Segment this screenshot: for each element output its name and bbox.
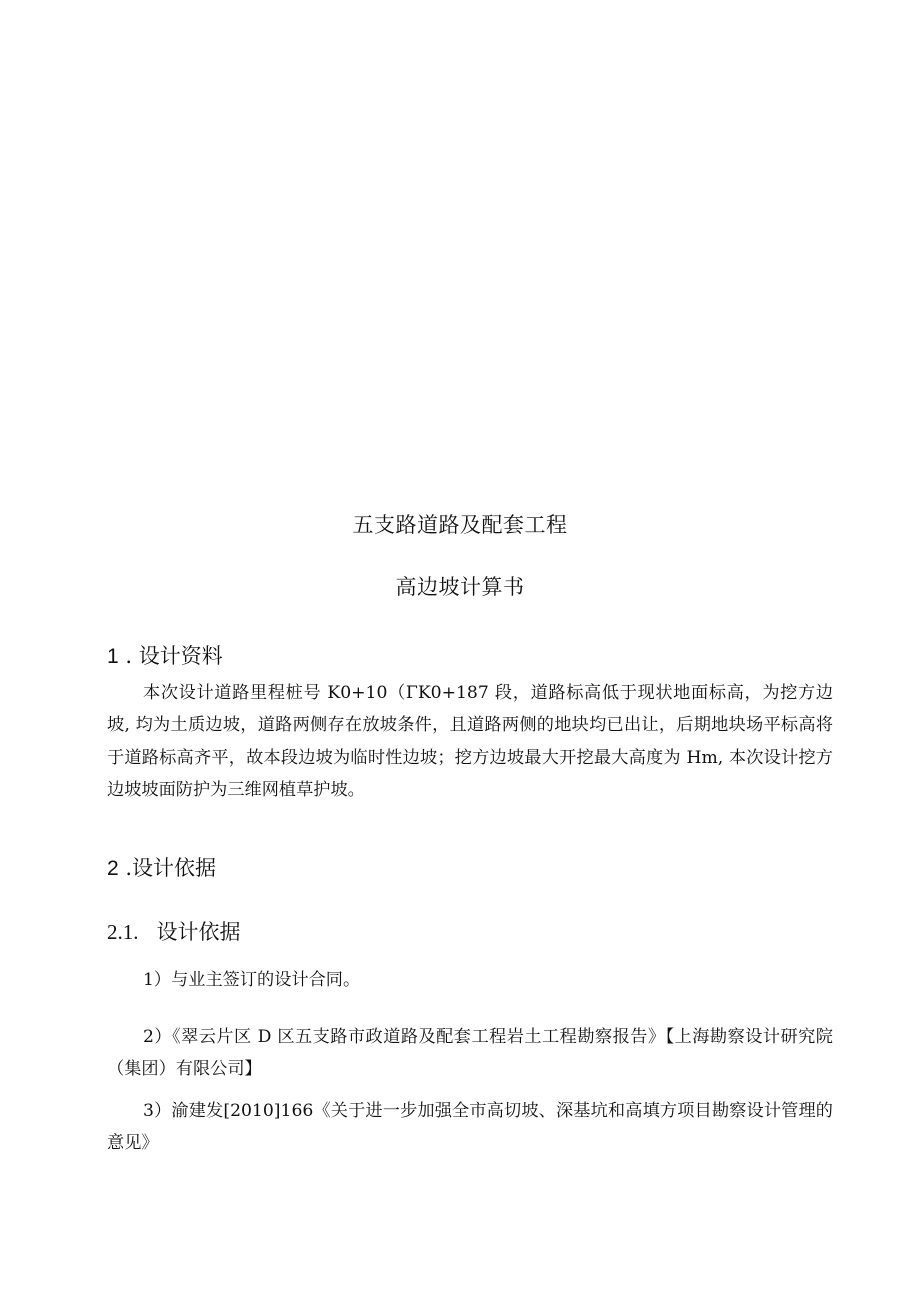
list-item: 2）《翠云片区 D 区五支路市政道路及配套工程岩土工程勘察报告》【上海勘察设计研究院（集团）有限公司】 (107, 1027, 833, 1080)
section-2-1-heading (107, 916, 241, 946)
section-2-1-title: 设计依据 (156, 920, 241, 944)
section-1-title: . 设计资料 (118, 644, 223, 668)
list-item: 3）渝建发[2010]166《关于进一步加强全市高切坡、深基坑和高填方项目勘察设计管理的意见》 (107, 1101, 833, 1154)
document-subtitle: 高边坡计算书 (395, 575, 525, 599)
section-1-heading (107, 640, 223, 670)
section-2-number: 2 (107, 857, 119, 880)
section-1-number: 1 (107, 645, 119, 668)
list-item: 1）与业主签订的设计合同。 (143, 970, 361, 990)
section-2-1-number: 2.1. (107, 920, 139, 944)
document-title: 五支路道路及配套工程 (352, 513, 568, 537)
section-2-title: .设计依据 (118, 856, 217, 880)
section-1-paragraph: 本次设计道路里程桩号 K0+10（ΓK0+187 段，道路标高低于现状地面标高，为挖方边坡, 均为土质边坡，道路两侧存在放坡条件，且道路两侧的地块均已出让，后期地块场平标高将于道路标高齐平，故本段边坡为临时性边坡；挖方边坡最大开挖最大高度为 Hm, 本次设计挖方边坡坡面防护为三维网植草护坡。 (107, 683, 833, 801)
section-2-heading (107, 852, 216, 882)
